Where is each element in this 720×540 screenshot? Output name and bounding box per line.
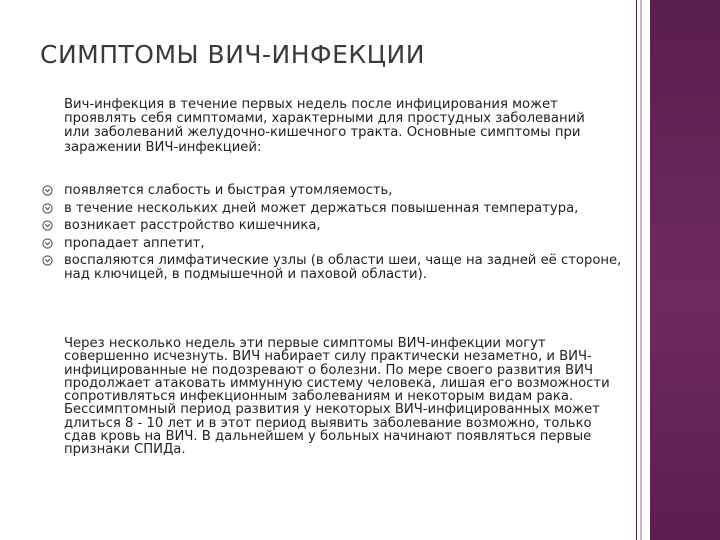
slide-title: СИМПТОМЫ ВИЧ-ИНФЕКЦИИ (40, 40, 425, 69)
list-item (42, 184, 622, 197)
list-item-text: в течение нескольких дней может держаться повышенная температура, (64, 200, 579, 216)
circled-chevron-icon (42, 220, 53, 231)
list-item (42, 202, 622, 215)
list-item-text: пропадает аппетит, (64, 235, 205, 251)
circled-chevron-icon (42, 255, 53, 266)
closing-paragraph: Через несколько недель эти первые симптомы ВИЧ-инфекции могут совершенно исчезнуть. ВИЧ набирает силу практически незаметно, и ВИЧ-инфицированные не подозревают о болезни. По мере своего развития ВИЧ продолжает атаковать иммунную систему человека, лишая его возможности сопротивляться инфекционным заболеваниям и некоторым видам рака. Бессимптомный период развития у некоторых ВИЧ-инфицированных может длиться 8 - 10 лет и в этот период выявить заболевание возможно, только сдав кровь на ВИЧ. В дальнейшем у больных начинают появляться первые признаки СПИДа. (64, 336, 610, 458)
list-item (42, 254, 622, 280)
circled-chevron-icon (42, 185, 53, 196)
list-item (42, 237, 622, 250)
side-decoration-band (650, 0, 720, 540)
divider-line (636, 0, 637, 540)
list-item-text: появляется слабость и быстрая утомляемость, (64, 183, 393, 198)
circled-chevron-icon (42, 238, 53, 249)
symptom-list (42, 184, 622, 285)
divider-line-light (640, 0, 642, 540)
circled-chevron-icon (42, 203, 53, 214)
list-item-text: воспаляются лимфатические узлы (в области шеи, чаще на задней её стороне, над ключицей, в подмышечной и паховой области). (64, 253, 622, 282)
list-item (42, 219, 622, 232)
intro-paragraph: Вич-инфекция в течение первых недель после инфицирования может проявлять себя симптомами, характерными для простудных заболеваний или заболеваний желудочно-кишечного тракта. Основные симптомы при заражении ВИЧ-инфекцией: (64, 97, 585, 155)
list-item-text: возникает расстройство кишечника, (64, 218, 321, 234)
